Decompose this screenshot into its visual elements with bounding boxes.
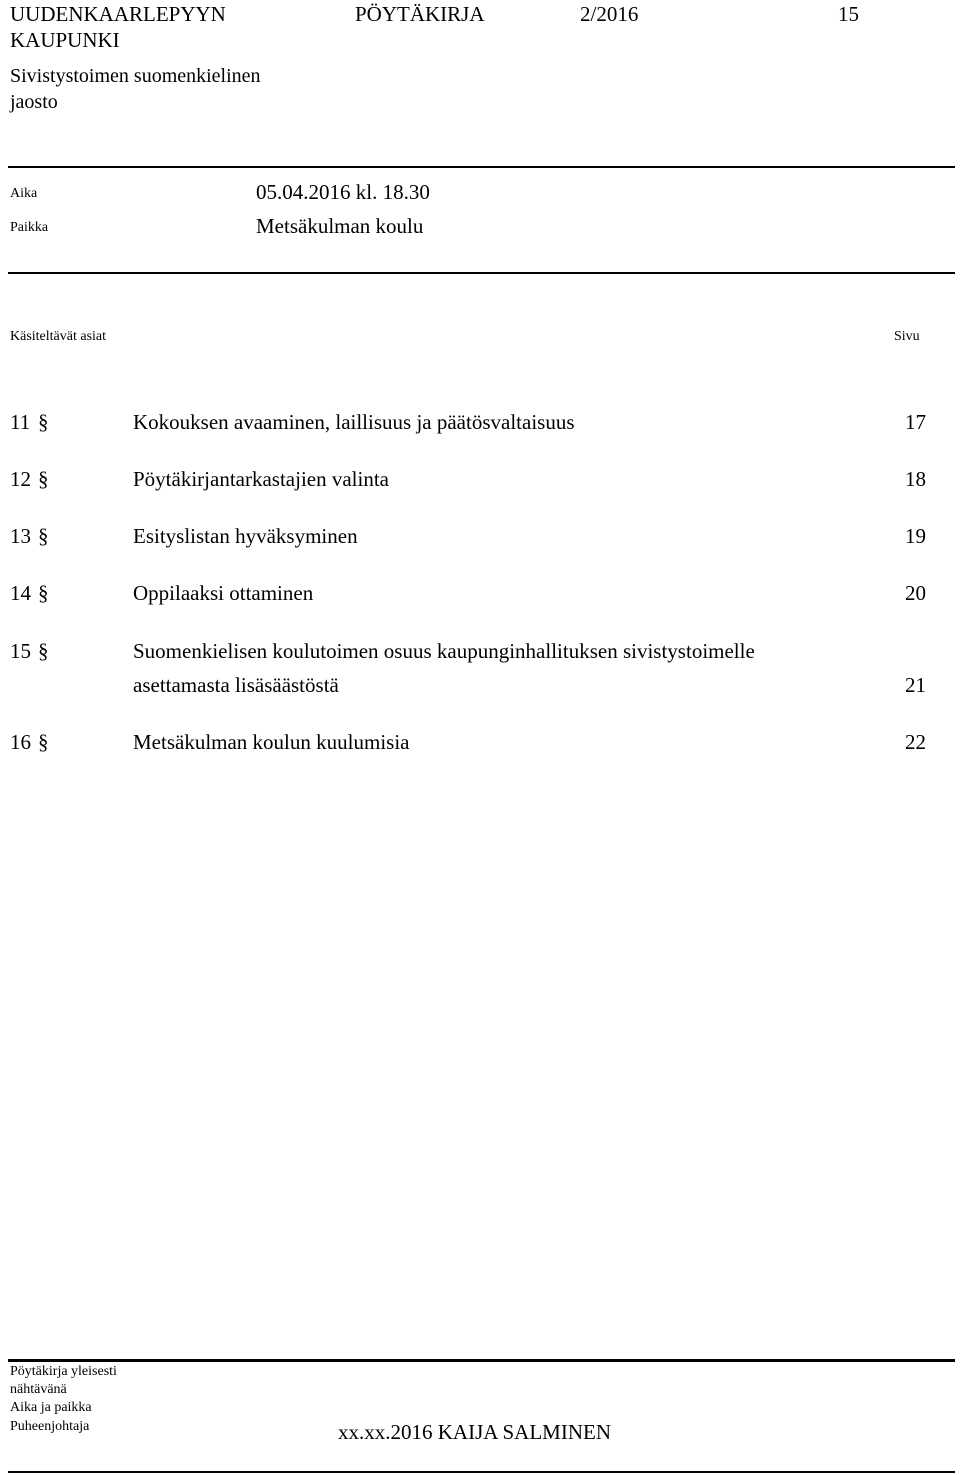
place-value: Metsäkulman koulu (256, 214, 424, 238)
page-column-heading: Sivu (894, 329, 920, 344)
agenda-heading: Käsiteltävät asiat (10, 329, 107, 344)
agenda-item-number: 15 (10, 639, 31, 663)
place-label: Paikka (10, 220, 49, 235)
public-notice-label-line2: nähtävänä (10, 1382, 67, 1397)
agenda-item-title: Suomenkielisen koulutoimen osuus kaupunginhallituksen sivistystoimelle (133, 639, 755, 663)
meeting-divider (8, 272, 955, 274)
signature-line: xx.xx.2016 KAIJA SALMINEN (338, 1420, 611, 1444)
organization-name: UUDENKAARLEPYYN (10, 2, 226, 26)
agenda-item-page: 20 (905, 581, 926, 605)
section-icon: § (38, 410, 49, 434)
time-label: Aika (10, 186, 38, 201)
agenda-item (10, 522, 926, 550)
agenda-item (10, 637, 926, 699)
agenda-item (10, 465, 926, 493)
agenda-item-title: Kokouksen avaaminen, laillisuus ja päätösvaltaisuus (133, 410, 575, 434)
agenda-item-page: 18 (905, 467, 926, 491)
section-icon: § (38, 524, 49, 548)
footer-top-divider (8, 1359, 955, 1362)
agenda-item-title: Metsäkulman koulun kuulumisia (133, 730, 410, 754)
agenda-item-title-line2: asettamasta lisäsäästöstä (133, 673, 339, 697)
page-number: 15 (838, 2, 859, 26)
agenda-item (10, 728, 926, 756)
agenda-item-number: 14 (10, 581, 31, 605)
agenda-item-number: 16 (10, 730, 31, 754)
section-icon: § (38, 581, 49, 605)
time-value: 05.04.2016 kl. 18.30 (256, 180, 430, 204)
agenda-item-title: Pöytäkirjantarkastajien valinta (133, 467, 389, 491)
section-icon: § (38, 639, 49, 663)
agenda-item-page: 17 (905, 410, 926, 434)
agenda-item-page: 21 (905, 673, 926, 697)
agenda-item (10, 579, 926, 607)
header-divider (8, 166, 955, 168)
footer-bottom-divider (8, 1471, 955, 1473)
agenda-item-page: 19 (905, 524, 926, 548)
agenda-item-title: Esityslistan hyväksyminen (133, 524, 358, 548)
agenda-item (10, 408, 926, 436)
chair-label: Puheenjohtaja (10, 1419, 90, 1434)
agenda-item-number: 13 (10, 524, 31, 548)
agenda-item-page: 22 (905, 730, 926, 754)
agenda-item-number: 12 (10, 467, 31, 491)
organization-name-line2: KAUPUNKI (10, 28, 120, 52)
section-icon: § (38, 730, 49, 754)
document-number: 2/2016 (580, 2, 639, 26)
body-name-line2: jaosto (10, 91, 58, 113)
time-place-label: Aika ja paikka (10, 1400, 92, 1415)
section-icon: § (38, 467, 49, 491)
public-notice-label: Pöytäkirja yleisesti (10, 1364, 117, 1379)
agenda-item-title: Oppilaaksi ottaminen (133, 581, 314, 605)
document-type: PÖYTÄKIRJA (355, 2, 485, 26)
body-name: Sivistystoimen suomenkielinen (10, 65, 261, 87)
agenda-item-number: 11 (10, 410, 31, 434)
